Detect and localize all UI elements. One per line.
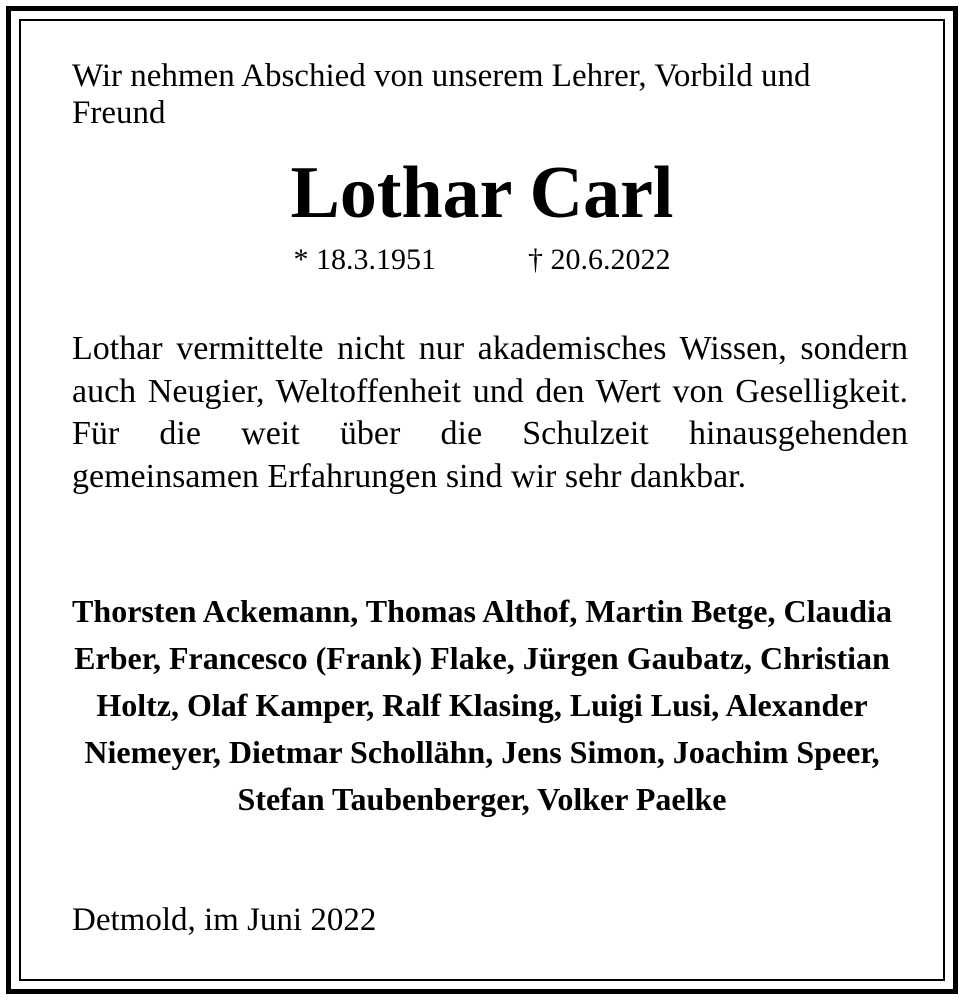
- life-dates: [0, 242, 964, 278]
- signatories-list: Thorsten Ackemann, Thomas Althof, Martin Betge, Claudia Erber, Francesco (Frank) Flake, Jürgen Gaubatz, Christian Holtz, Olaf Kamper, Ralf Klasing, Luigi Lusi, Alexander Niemeyer, Dietmar Schollähn, Jens Simon, Joachim Speer, Stefan Taubenberger, Volker Paelke: [72, 593, 892, 817]
- tribute-message: Lothar vermittelte nicht nur akademisches Wissen, sondern auch Neugier, Weltoffenheit und den Wert von Geselligkeit. Für die weit über die Schulzeit hinausgehenden gemeinsamen Erfahrungen sind wir sehr dankbar.: [72, 330, 908, 495]
- death-date: † 20.6.2022: [528, 243, 671, 276]
- birth-date: * 18.3.1951: [293, 243, 436, 276]
- deceased-name: Lothar Carl: [290, 152, 674, 234]
- place-and-date: Detmold, im Juni 2022: [72, 902, 377, 938]
- intro-text: Wir nehmen Abschied von unserem Lehrer, Vorbild und Freund: [72, 58, 811, 131]
